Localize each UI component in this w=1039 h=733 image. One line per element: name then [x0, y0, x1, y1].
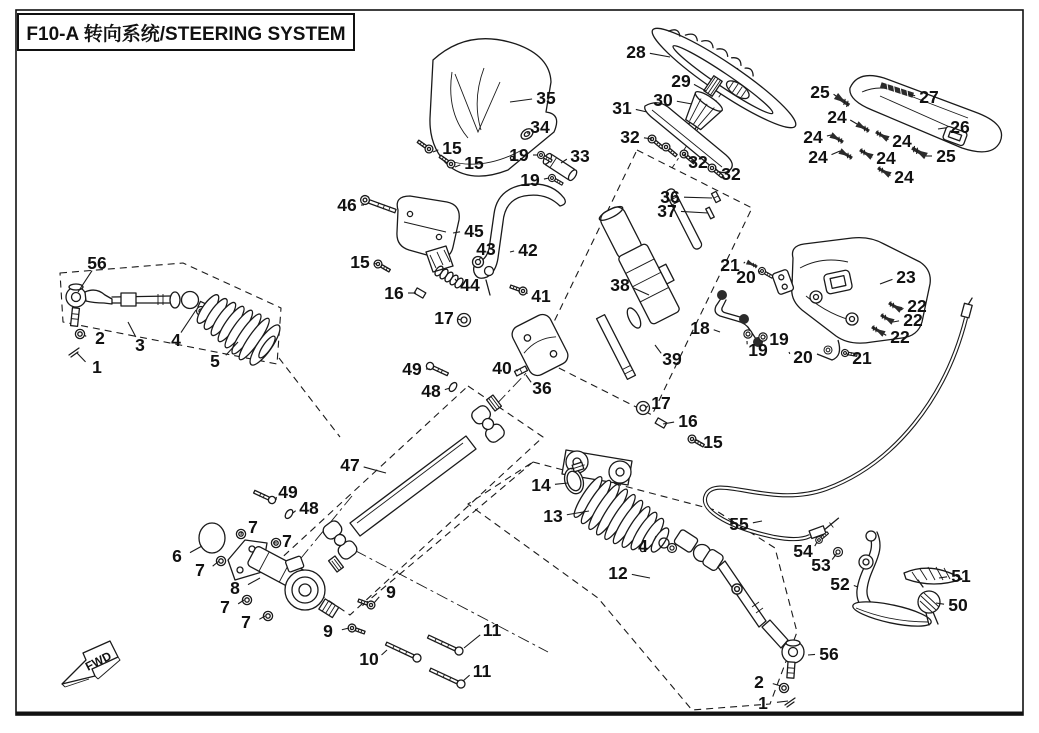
part-label-22: 22 [907, 296, 927, 316]
clamp-bracket [509, 311, 571, 378]
part-label-32: 32 [688, 152, 708, 172]
tie-rod-right-drawing [561, 462, 804, 707]
tie-rod-left-drawing [66, 284, 284, 369]
part-label-24: 24 [827, 107, 847, 127]
part-label-49: 49 [278, 482, 298, 502]
part-label-51: 51 [951, 566, 971, 586]
leader-line [684, 197, 712, 198]
leader-line [744, 262, 745, 263]
leader-line [753, 521, 762, 523]
part-label-13: 13 [543, 506, 563, 526]
part-label-56: 56 [819, 644, 839, 664]
part-label-17: 17 [434, 308, 454, 328]
part-label-5: 5 [210, 351, 220, 371]
part-label-36: 36 [660, 187, 680, 207]
part-label-36: 36 [532, 378, 552, 398]
part-label-53: 53 [811, 555, 831, 575]
part-label-24: 24 [894, 167, 914, 187]
steering-gear-drawing [199, 523, 466, 689]
leader-line [694, 84, 706, 91]
part-label-45: 45 [464, 221, 484, 241]
part-label-4: 4 [171, 330, 181, 350]
part-label-15: 15 [350, 252, 370, 272]
part-label-32: 32 [721, 164, 741, 184]
part-label-20: 20 [793, 347, 813, 367]
leader-line [190, 546, 202, 553]
link-18 [715, 290, 763, 347]
leader-line [382, 650, 387, 655]
part-label-14: 14 [531, 475, 551, 495]
part-label-44: 44 [460, 275, 480, 295]
leader-line [77, 353, 86, 362]
part-label-15: 15 [703, 432, 723, 452]
part-label-22: 22 [890, 327, 910, 347]
leader-line [655, 345, 661, 353]
column-cover-drawing [416, 39, 579, 187]
part-label-27: 27 [919, 87, 939, 107]
leader-line [248, 578, 260, 585]
leader-line [374, 597, 379, 603]
part-label-50: 50 [948, 595, 968, 615]
part-label-7: 7 [220, 597, 230, 617]
leader-line [808, 654, 815, 655]
part-label-15: 15 [464, 153, 484, 173]
part-label-19: 19 [748, 340, 768, 360]
part-label-17: 17 [651, 393, 671, 413]
pin-40 [515, 366, 528, 376]
steering-column-drawing [509, 188, 720, 485]
part-label-48: 48 [421, 381, 441, 401]
leader-line [789, 352, 790, 354]
part-label-52: 52 [830, 574, 850, 594]
part-label-39: 39 [662, 349, 682, 369]
part-label-15: 15 [442, 138, 462, 158]
part-label-30: 30 [653, 90, 673, 110]
part-label-24: 24 [876, 148, 896, 168]
leader-line [834, 94, 836, 96]
part-label-43: 43 [476, 239, 496, 259]
leader-line [815, 542, 817, 546]
part-label-26: 26 [950, 117, 970, 137]
part-label-47: 47 [340, 455, 360, 475]
part-label-31: 31 [612, 98, 632, 118]
part-label-32: 32 [620, 127, 640, 147]
lever-42 [474, 184, 566, 278]
leader-line [832, 151, 840, 155]
boot-13 [570, 474, 672, 555]
part-label-20: 20 [736, 267, 756, 287]
leader-line [181, 310, 196, 333]
part-label-54: 54 [793, 541, 813, 561]
part-label-6: 6 [172, 546, 182, 566]
diagram-title-box [17, 13, 355, 51]
leader-line [777, 701, 788, 702]
part-label-19: 19 [520, 170, 540, 190]
part-label-3: 3 [135, 335, 145, 355]
part-label-25: 25 [810, 82, 830, 102]
bolt-11a [426, 633, 464, 656]
leader-line [773, 684, 781, 686]
part-label-48: 48 [299, 498, 319, 518]
part-label-16: 16 [384, 283, 404, 303]
box-leader-dash [279, 358, 340, 437]
part-label-19: 19 [509, 145, 529, 165]
part-label-4: 4 [638, 536, 648, 556]
part-label-40: 40 [492, 358, 512, 378]
part-label-23: 23 [896, 267, 916, 287]
part-label-56: 56 [87, 253, 107, 273]
part-label-16: 16 [678, 411, 698, 431]
leader-line [463, 675, 470, 681]
part-label-28: 28 [626, 42, 646, 62]
part-label-7: 7 [282, 531, 292, 551]
part-label-21: 21 [720, 255, 740, 275]
part-label-35: 35 [536, 88, 556, 108]
leader-line [632, 574, 650, 578]
part-label-9: 9 [386, 582, 396, 602]
fwd-arrow [62, 641, 120, 687]
fwd-label: FWD [83, 648, 114, 674]
part-label-25: 25 [936, 146, 956, 166]
part-label-1: 1 [92, 357, 102, 377]
part-label-18: 18 [690, 318, 710, 338]
diagram-title: F10-A 转向系统/STEERING SYSTEM [26, 23, 346, 45]
part-label-37: 37 [657, 201, 677, 221]
part-label-33: 33 [570, 146, 590, 166]
leader-line [526, 375, 531, 382]
part-label-11: 11 [482, 620, 502, 640]
part-label-9: 9 [323, 621, 333, 641]
part-label-42: 42 [518, 240, 538, 260]
part-label-11: 11 [472, 661, 492, 681]
part-label-46: 46 [337, 195, 357, 215]
part-label-8: 8 [230, 578, 240, 598]
part-label-24: 24 [808, 147, 828, 167]
part-label-2: 2 [754, 672, 764, 692]
part-label-24: 24 [892, 131, 912, 151]
leader-line [714, 330, 720, 332]
part-label-21: 21 [852, 348, 872, 368]
part-label-41: 41 [531, 286, 551, 306]
part-label-38: 38 [610, 275, 630, 295]
part-label-19: 19 [769, 329, 789, 349]
part-label-7: 7 [195, 560, 205, 580]
part-label-29: 29 [671, 71, 691, 91]
leader-line [510, 251, 514, 252]
part-label-7: 7 [241, 612, 251, 632]
leader-line [78, 271, 92, 292]
part-label-55: 55 [729, 514, 749, 534]
part-label-7: 7 [248, 517, 258, 537]
leader-line [827, 135, 831, 136]
bolt-10 [384, 640, 422, 663]
part-label-24: 24 [803, 127, 823, 147]
leader-line [677, 101, 692, 104]
part-label-2: 2 [95, 328, 105, 348]
part-label-22: 22 [903, 310, 923, 330]
part-label-49: 49 [402, 359, 422, 379]
part-label-10: 10 [359, 649, 379, 669]
part-label-1: 1 [758, 693, 768, 713]
bolt-11b [428, 666, 466, 689]
part-label-12: 12 [608, 563, 628, 583]
part-label-34: 34 [530, 117, 550, 137]
leader-line [464, 635, 480, 648]
leader-line [850, 120, 857, 124]
leader-line [650, 53, 670, 57]
